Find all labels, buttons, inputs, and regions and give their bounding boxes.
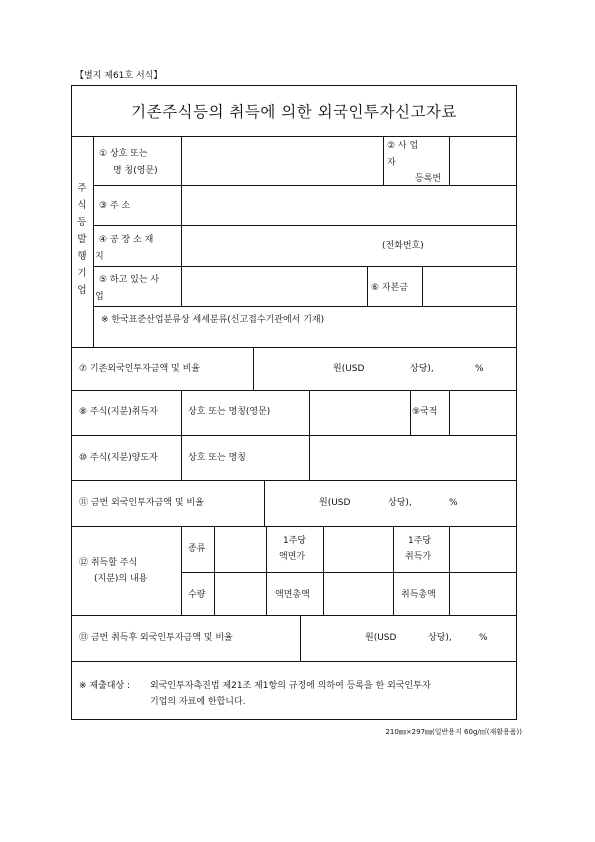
rule-r10 (181, 572, 517, 573)
rule-r6 (71, 390, 517, 391)
bizno-label: ② 사 업 (387, 141, 419, 151)
rule-bizno-left (383, 136, 384, 185)
rule-shares-c4 (393, 526, 394, 615)
rule-bizno-right (449, 136, 450, 185)
current-pct: % (449, 498, 458, 508)
transferor-name-label: 상호 또는 명칭 (188, 453, 246, 463)
form-title: 기존주식등의 취득에 의한 외국인투자신고자료 (131, 103, 457, 121)
form-frame (71, 85, 517, 720)
rule-capital-left (367, 266, 368, 306)
rule-shares-c3 (323, 526, 324, 615)
rule-current (264, 480, 265, 526)
par-value-label-2: 액면가 (279, 552, 306, 562)
rule-r5 (71, 347, 517, 348)
after-investment-label: ⑬ 금번 취득후 외국인투자금액 및 비율 (79, 633, 233, 643)
rule-issuer-label (181, 136, 182, 306)
rule-shares-c1 (214, 526, 215, 615)
existing-pct: % (475, 364, 484, 374)
after-won: 원(USD (365, 633, 397, 643)
after-equiv: 상당), (428, 633, 452, 643)
rule-shares-c5 (449, 526, 450, 615)
rule-shares-label (181, 526, 182, 615)
rule-r1 (93, 185, 517, 186)
rule-r7 (71, 435, 517, 436)
rule-title (71, 136, 517, 137)
submission-line-1: 외국인투자촉진법 제21조 제1항의 규정에 의하여 등록을 한 외국인투자 (150, 681, 431, 691)
acquirer-label: ⑧ 주식(지분)취득자 (79, 407, 158, 417)
rule-side (93, 136, 94, 347)
business-label: ⑤ 하고 있는 사 (99, 275, 160, 285)
rule-existing (253, 347, 254, 390)
rule-shares-c2 (266, 526, 267, 615)
transferor-label: ⑩ 주식(지분)양도자 (79, 453, 158, 463)
factory-label-2: 지 (95, 252, 104, 262)
rule-r2 (93, 225, 517, 226)
current-won: 원(USD (319, 498, 351, 508)
rule-party-label (181, 390, 182, 480)
rule-r3 (93, 266, 517, 267)
company-name-label: ① 상호 또는 (99, 149, 148, 159)
factory-label: ④ 공 장 소 재 (99, 235, 154, 245)
address-label: ③ 주 소 (99, 201, 131, 211)
bizno-label-2: 자 (387, 158, 396, 168)
after-pct: % (479, 633, 488, 643)
business-label-2: 업 (95, 292, 104, 302)
current-equiv: 상당), (388, 498, 412, 508)
rule-r9 (71, 526, 517, 527)
par-total-label: 액면총액 (275, 590, 310, 600)
rule-after (300, 615, 301, 661)
acquirer-name-label: 상호 또는 명칭(영문) (188, 407, 271, 417)
bizno-label-3: 등록번 (415, 174, 442, 184)
rule-capital-right (422, 266, 423, 306)
form-number-label: 【별지 제61호 서식】 (75, 71, 163, 81)
rule-r11 (71, 615, 517, 616)
acq-total-label: 취득총액 (401, 590, 436, 600)
submission-line-2: 기업의 자료에 한합니다. (150, 697, 246, 707)
submission-prefix: ※ 제출대상 : (79, 681, 131, 691)
phone-label: (전화번호) (382, 241, 424, 251)
rule-r4 (93, 306, 517, 307)
par-value-label: 1주당 (283, 536, 307, 546)
acq-price-label: 1주당 (408, 536, 432, 546)
rule-nationality-left (410, 390, 411, 435)
capital-label: ⑥ 자본금 (371, 283, 409, 293)
share-kind-label: 종류 (188, 544, 206, 554)
nationality-label: ⑨국적 (412, 407, 438, 417)
existing-equiv: 상당), (410, 364, 434, 374)
rule-r8 (71, 480, 517, 481)
industry-note: ※ 한국표준산업분류상 세세분류(신고접수기관에서 기재) (101, 315, 325, 325)
existing-investment-label: ⑦ 기존외국인투자금액 및 비율 (79, 364, 200, 374)
issuer-side-label: 주 식 등 발 행 기 업 (77, 183, 87, 296)
rule-party-name (309, 390, 310, 480)
existing-won: 원(USD (333, 364, 365, 374)
company-name-label-2: 명 칭(영문) (113, 166, 158, 176)
shares-label: ⑫ 취득할 주식 (79, 558, 138, 568)
rule-nationality-right (449, 390, 450, 435)
rule-r12 (71, 661, 517, 662)
acq-price-label-2: 취득가 (405, 552, 432, 562)
share-qty-label: 수량 (188, 590, 206, 600)
paper-size-note: 210㎜×297㎜(일반용지 60g/㎡(재활용품)) (385, 728, 522, 736)
current-investment-label: ⑪ 금번 외국인투자금액 및 비율 (79, 498, 204, 508)
shares-label-2: (지분)의 내용 (94, 574, 148, 584)
